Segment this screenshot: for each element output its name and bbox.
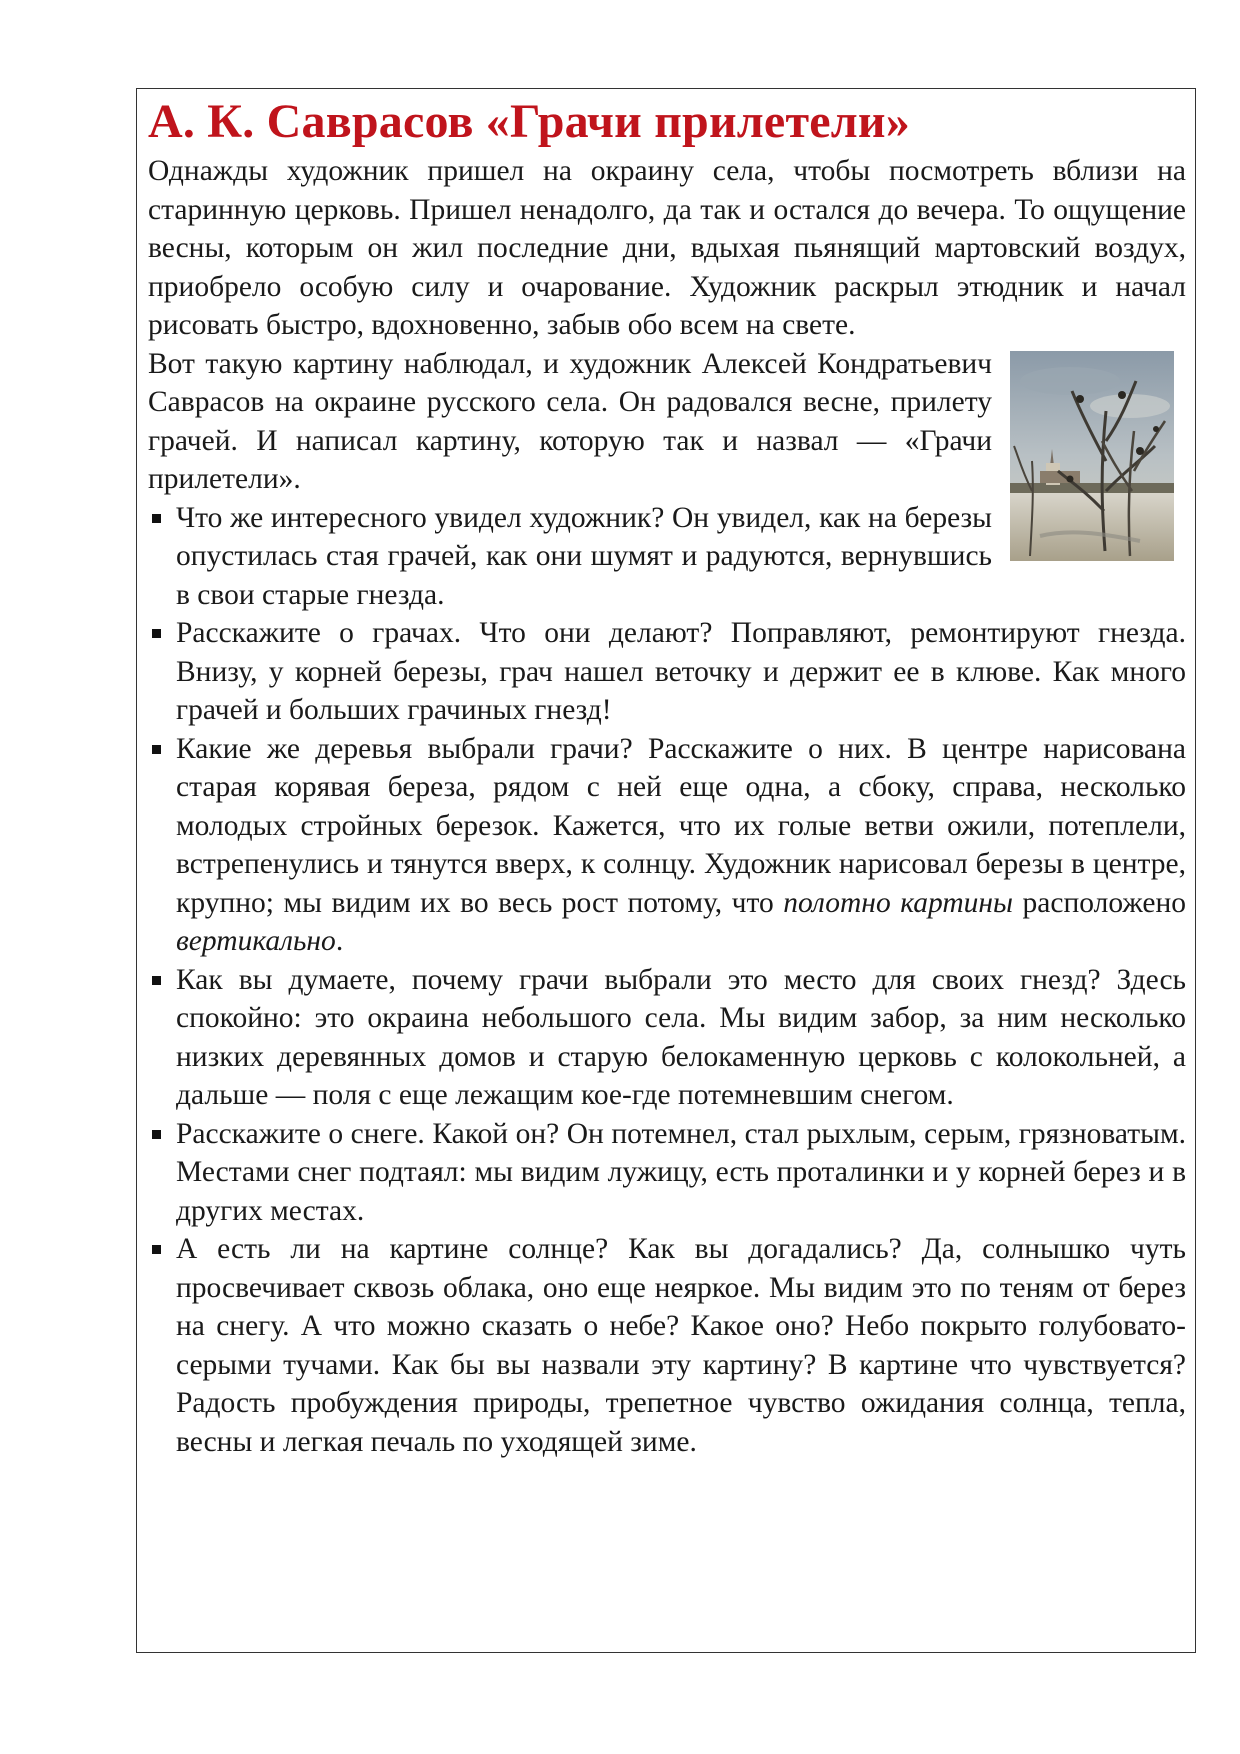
- bullet-square-icon: [152, 514, 161, 523]
- bullet-square-icon: [152, 745, 161, 754]
- list-item-text: Как вы думаете, почему грачи выбрали это место для своих гнезд? Здесь спокойно: это окраина небольшого села. Мы видим забор, за ним несколько низких деревянных домов и старую белокаменную церковь с колокольней, а дальше — поля с еще лежащим кое-где потемневшим снегом.: [176, 963, 1186, 1111]
- list-item: [148, 499, 1186, 615]
- list-item-text: Расскажите о грачах. Что они делают? Поправляют, ремонтируют гнезда. Внизу, у корней березы, грач нашел веточку и держит ее в клюве. Как много грачей и больших грачиных гнезд!: [176, 617, 1186, 726]
- list-item: [148, 1230, 1186, 1461]
- list-item: [148, 614, 1186, 730]
- question-list: [148, 499, 1186, 1462]
- intro-paragraph-2: Вот такую картину наблюдал, и художник Алексей Кондратьевич Саврасов на окраине русского села. Он радовался весне, прилету грачей. И написал картину, которую так и назвал — «Грачи прилетели».: [148, 347, 992, 495]
- bullet-square-icon: [152, 976, 161, 985]
- list-item: [148, 961, 1186, 1115]
- intro-with-painting: [148, 345, 1186, 1462]
- list-item-text: Какие же деревья выбрали грачи? Расскажите о них. В центре нарисована старая корявая береза, рядом с ней еще одна, а сбоку, справа, несколько молодых стройных березок. Кажется, что их голые ветви ожили, потеплели, встрепенулись и тянутся вверх, к солнцу. Художник нарисовал березы в центре, крупно; мы видим их во весь рост потому, что: [176, 732, 1186, 919]
- italic-term-vertical: вертикально: [176, 925, 336, 957]
- list-item-text: .: [335, 925, 344, 957]
- bullet-square-icon: [152, 1245, 161, 1254]
- list-item: [148, 1115, 1186, 1231]
- list-item-text: Расскажите о снеге. Какой он? Он потемнел, стал рыхлым, серым, грязноватым. Местами снег подтаял: мы видим лужицу, есть проталинки и у корней берез и в других местах.: [176, 1117, 1186, 1227]
- bullet-square-icon: [152, 1130, 161, 1139]
- list-item-text: расположено: [1013, 886, 1186, 919]
- bullet-square-icon: [152, 629, 161, 638]
- italic-term-canvas: полотно картины: [783, 886, 1014, 919]
- intro-paragraph-1: Однажды художник пришел на окраину села, чтобы посмотреть вблизи на старинную церковь. Пришел ненадолго, да так и остался до вечера. То ощущение весны, которым он жил последние дни, вдыхая пьянящий мартовский воздух, приобрело особую силу и очарование. Художник раскрыл этюдник и начал рисовать быстро, вдохновенно, забыв обо всем на свете.: [148, 155, 1186, 341]
- page-title: А. К. Саврасов «Грачи прилетели»: [148, 95, 910, 148]
- document-content: [148, 92, 1186, 1461]
- list-item: [148, 730, 1186, 961]
- list-item-text: А есть ли на картине солнце? Как вы догадались? Да, солнышко чуть просвечивает сквозь облака, оно еще неяркое. Мы видим это по теням от берез на снегу. А что можно сказать о небе? Какое оно? Небо покрыто голубовато-серыми тучами. Как бы вы назвали эту картину? В картине что чувствуется? Радость пробуждения природы, трепетное чувство ожидания солнца, тепла, весны и легкая печаль по уходящей зиме.: [176, 1233, 1186, 1458]
- list-item-text: Что же интересного увидел художник? Он увидел, как на березы опустилась стая грачей, как они шумят и радуются, вернувшись в свои старые гнезда.: [176, 501, 992, 611]
